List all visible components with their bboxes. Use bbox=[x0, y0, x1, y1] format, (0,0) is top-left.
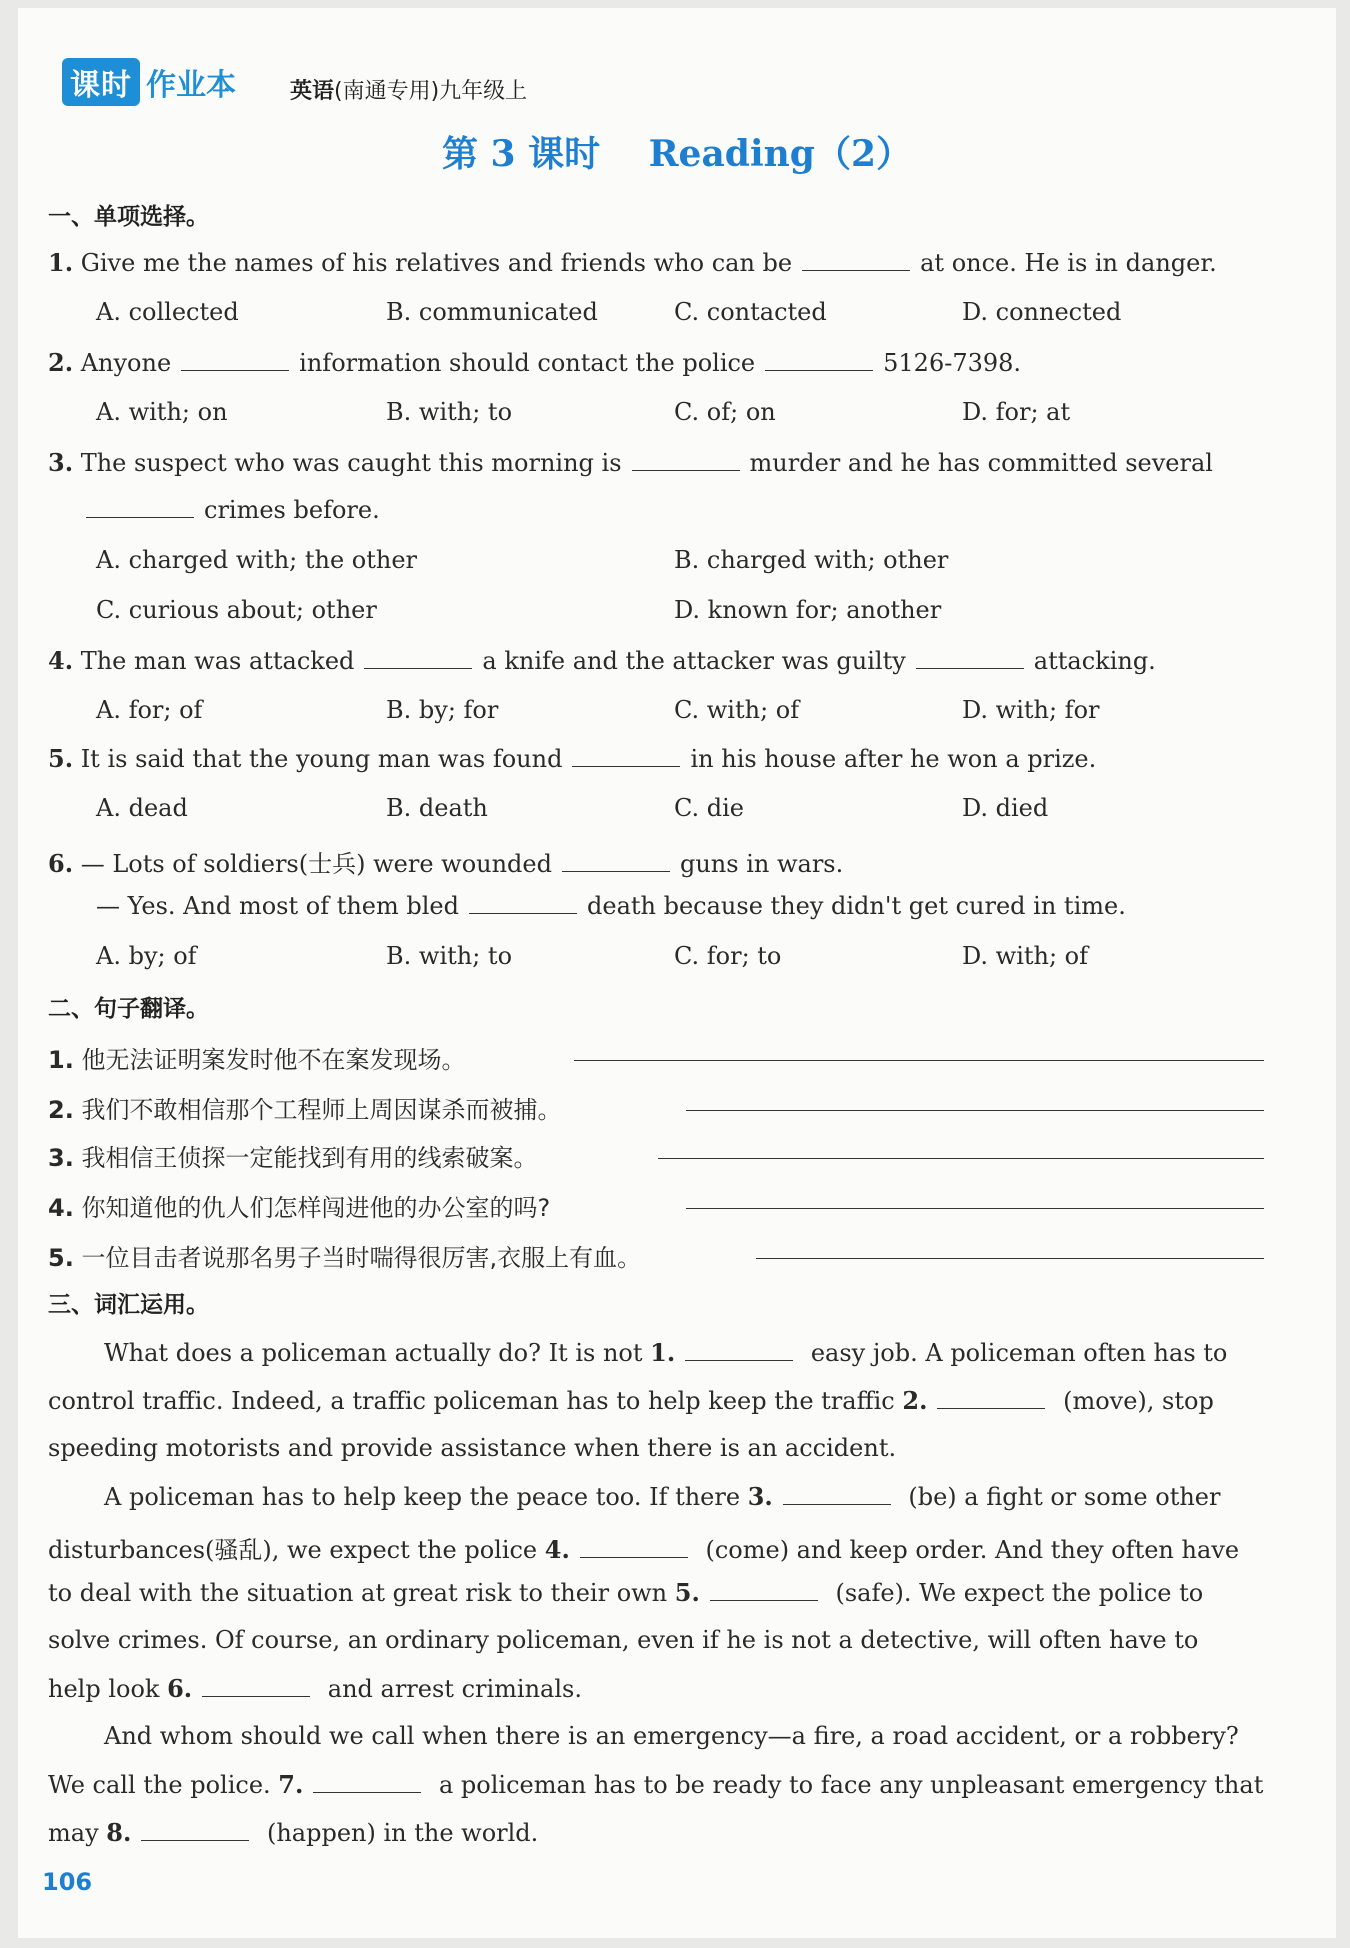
answer-blank[interactable] bbox=[937, 1390, 1045, 1409]
question-3: 3. The suspect who was caught this morning is murder and he has committed several bbox=[48, 448, 1213, 477]
answer-blank[interactable] bbox=[469, 895, 577, 914]
logo-box: 课时 bbox=[62, 58, 140, 106]
answer-blank[interactable] bbox=[181, 352, 289, 371]
passage-line: disturbances(骚乱), we expect the police 4. (come) and keep order. And they often have bbox=[48, 1535, 1240, 1564]
answer-blank[interactable] bbox=[572, 748, 680, 767]
option-d[interactable]: D. with; of bbox=[962, 942, 1089, 970]
option-a[interactable]: A. with; on bbox=[96, 398, 228, 426]
option-c[interactable]: C. of; on bbox=[674, 398, 776, 426]
section3-heading: 三、词汇运用。 bbox=[48, 1292, 209, 1318]
passage-line: We call the police. 7. a policeman has to be ready to face any unpleasant emergency that bbox=[48, 1770, 1264, 1799]
section2-heading: 二、句子翻译。 bbox=[48, 996, 209, 1022]
option-d[interactable]: D. known for; another bbox=[674, 596, 942, 624]
passage-line: speeding motorists and provide assistance when there is an accident. bbox=[48, 1434, 897, 1462]
translation-answer-line[interactable] bbox=[658, 1158, 1264, 1159]
translation-answer-line[interactable] bbox=[686, 1208, 1264, 1209]
option-a[interactable]: A. collected bbox=[96, 298, 239, 326]
translation-item-3: 3. 我相信王侦探一定能找到有用的线索破案。 bbox=[48, 1144, 538, 1172]
option-c[interactable]: C. curious about; other bbox=[96, 596, 377, 624]
answer-blank[interactable] bbox=[202, 1678, 310, 1697]
option-a[interactable]: A. dead bbox=[96, 794, 188, 822]
translation-answer-line[interactable] bbox=[756, 1258, 1264, 1259]
answer-blank[interactable] bbox=[802, 252, 910, 271]
answer-blank[interactable] bbox=[632, 452, 740, 471]
translation-answer-line[interactable] bbox=[574, 1060, 1264, 1061]
section1-heading: 一、单项选择。 bbox=[48, 204, 209, 230]
question-4: 4. The man was attacked a knife and the attacker was guilty attacking. bbox=[48, 646, 1156, 675]
option-c[interactable]: C. contacted bbox=[674, 298, 827, 326]
option-b[interactable]: B. by; for bbox=[386, 696, 499, 724]
passage-line: help look 6. and arrest criminals. bbox=[48, 1674, 582, 1703]
translation-item-1: 1. 他无法证明案发时他不在案发现场。 bbox=[48, 1046, 466, 1074]
answer-blank[interactable] bbox=[710, 1582, 818, 1601]
option-a[interactable]: A. by; of bbox=[96, 942, 197, 970]
answer-blank[interactable] bbox=[916, 650, 1024, 669]
question-6-line2: — Yes. And most of them bled death because they didn't get cured in time. bbox=[96, 892, 1126, 920]
option-b[interactable]: B. with; to bbox=[386, 942, 513, 970]
question-2: 2. Anyone information should contact the police 5126-7398. bbox=[48, 348, 1022, 377]
option-a[interactable]: A. charged with; the other bbox=[96, 546, 418, 574]
translation-item-2: 2. 我们不敢相信那个工程师上周因谋杀而被捕。 bbox=[48, 1096, 562, 1124]
answer-blank[interactable] bbox=[364, 650, 472, 669]
question-5: 5. It is said that the young man was found in his house after he won a prize. bbox=[48, 744, 1097, 773]
answer-blank[interactable] bbox=[765, 352, 873, 371]
logo-text: 作业本 bbox=[146, 68, 236, 103]
passage-line: And whom should we call when there is an emergency—a fire, a road accident, or a robbery? bbox=[104, 1722, 1239, 1750]
option-d[interactable]: D. for; at bbox=[962, 398, 1071, 426]
translation-answer-line[interactable] bbox=[686, 1110, 1264, 1111]
question-6: 6. — Lots of soldiers(士兵) were wounded guns in wars. bbox=[48, 849, 844, 878]
publisher-logo bbox=[62, 58, 236, 106]
worksheet-page bbox=[18, 8, 1336, 1938]
option-d[interactable]: D. died bbox=[962, 794, 1049, 822]
passage-line: control traffic. Indeed, a traffic policeman has to help keep the traffic 2. (move), stop bbox=[48, 1386, 1214, 1415]
answer-blank[interactable] bbox=[313, 1774, 421, 1793]
answer-blank[interactable] bbox=[685, 1342, 793, 1361]
subject-rest: (南通专用)九年级上 bbox=[334, 79, 528, 104]
passage-line: may 8. (happen) in the world. bbox=[48, 1818, 539, 1847]
answer-blank[interactable] bbox=[783, 1486, 891, 1505]
option-b[interactable]: B. with; to bbox=[386, 398, 513, 426]
subject-label bbox=[290, 74, 527, 105]
option-c[interactable]: C. with; of bbox=[674, 696, 800, 724]
question-3-line2: crimes before. bbox=[76, 496, 380, 524]
passage-line: to deal with the situation at great risk to their own 5. (safe). We expect the police to bbox=[48, 1578, 1204, 1607]
question-1: 1. Give me the names of his relatives and friends who can be at once. He is in danger. bbox=[48, 248, 1217, 277]
passage-line: solve crimes. Of course, an ordinary policeman, even if he is not a detective, will often have to bbox=[48, 1626, 1199, 1654]
option-b[interactable]: B. charged with; other bbox=[674, 546, 949, 574]
lesson-title: 第 3 课时 Reading（2） bbox=[441, 133, 913, 175]
passage-line: What does a policeman actually do? It is not 1. easy job. A policeman often has to bbox=[104, 1338, 1228, 1367]
option-d[interactable]: D. connected bbox=[962, 298, 1122, 326]
option-c[interactable]: C. die bbox=[674, 794, 745, 822]
option-b[interactable]: B. death bbox=[386, 794, 488, 822]
option-c[interactable]: C. for; to bbox=[674, 942, 782, 970]
option-b[interactable]: B. communicated bbox=[386, 298, 598, 326]
page-number: 106 bbox=[42, 1868, 93, 1896]
option-a[interactable]: A. for; of bbox=[96, 696, 203, 724]
answer-blank[interactable] bbox=[86, 499, 194, 518]
answer-blank[interactable] bbox=[580, 1539, 688, 1558]
subject-bold: 英语 bbox=[290, 79, 335, 104]
option-d[interactable]: D. with; for bbox=[962, 696, 1100, 724]
translation-item-4: 4. 你知道他的仇人们怎样闯进他的办公室的吗? bbox=[48, 1194, 551, 1222]
passage-line: A policeman has to help keep the peace too. If there 3. (be) a fight or some other bbox=[104, 1482, 1221, 1511]
answer-blank[interactable] bbox=[141, 1822, 249, 1841]
translation-item-5: 5. 一位目击者说那名男子当时喘得很厉害,衣服上有血。 bbox=[48, 1244, 642, 1272]
answer-blank[interactable] bbox=[562, 853, 670, 872]
